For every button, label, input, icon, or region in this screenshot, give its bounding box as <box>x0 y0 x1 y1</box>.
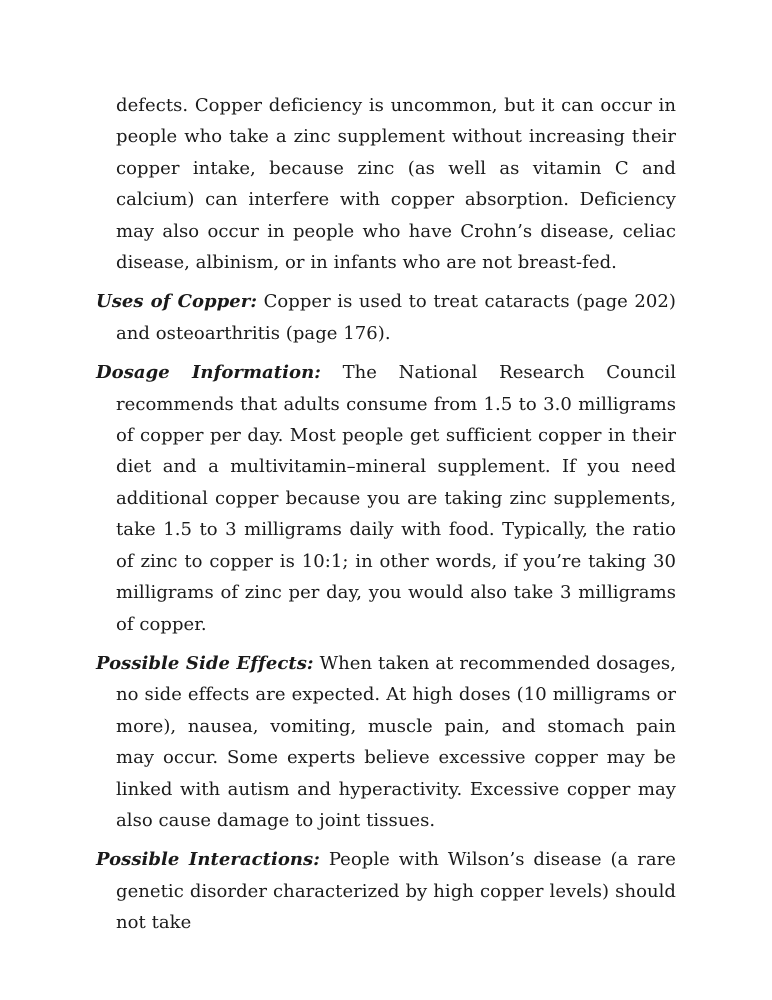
section-body: The National Research Council recommends that adults consume from 1.5 to 3.0 milligrams of copper per day. Most people get sufficient copper in their diet and a multivitamin–mineral supplement. If you need additional copper because you are taking zinc supplements, take 1.5 to 3 milligrams daily with food. Typically, the ratio of zinc to copper is 10:1; in other words, if you’re taking 30 milligrams of zinc per day, you would also take 3 milligrams of copper. <box>116 362 676 635</box>
section-heading: Possible Interactions: <box>96 849 320 871</box>
intro-paragraph: defects. Copper deficiency is uncommon, but it can occur in people who take a zinc supplement without increasing their copper intake, because zinc (as well as vitamin C and calcium) can interfere with copper absorption. Deficiency may also occur in people who have Crohn’s disease, celiac disease, albinism, or in infants who are not breast-fed. <box>116 95 676 274</box>
section-heading: Uses of Copper: <box>96 291 258 313</box>
document-page <box>96 90 676 947</box>
section-heading: Dosage Information: <box>96 362 321 384</box>
section-possible-side-effects <box>96 648 676 836</box>
section-uses-of-copper <box>96 286 676 349</box>
section-body: Copper is used to treat cataracts (page 202) and osteoarthritis (page 176). <box>116 291 676 344</box>
section-body: When taken at recommended dosages, no side effects are expected. At high doses (10 milligrams or more), nausea, vomiting, muscle pain, and stomach pain may occur. Some experts believe excessive copper may be linked with autism and hyperactivity. Excessive copper may also cause damage to joint tissues. <box>116 652 676 831</box>
section-dosage-information <box>96 357 676 640</box>
section-body: People with Wilson’s disease (a rare genetic disorder characterized by high copper levels) should not take <box>116 849 676 934</box>
section-heading: Possible Side Effects: <box>96 652 314 674</box>
section-possible-interactions <box>96 844 676 938</box>
